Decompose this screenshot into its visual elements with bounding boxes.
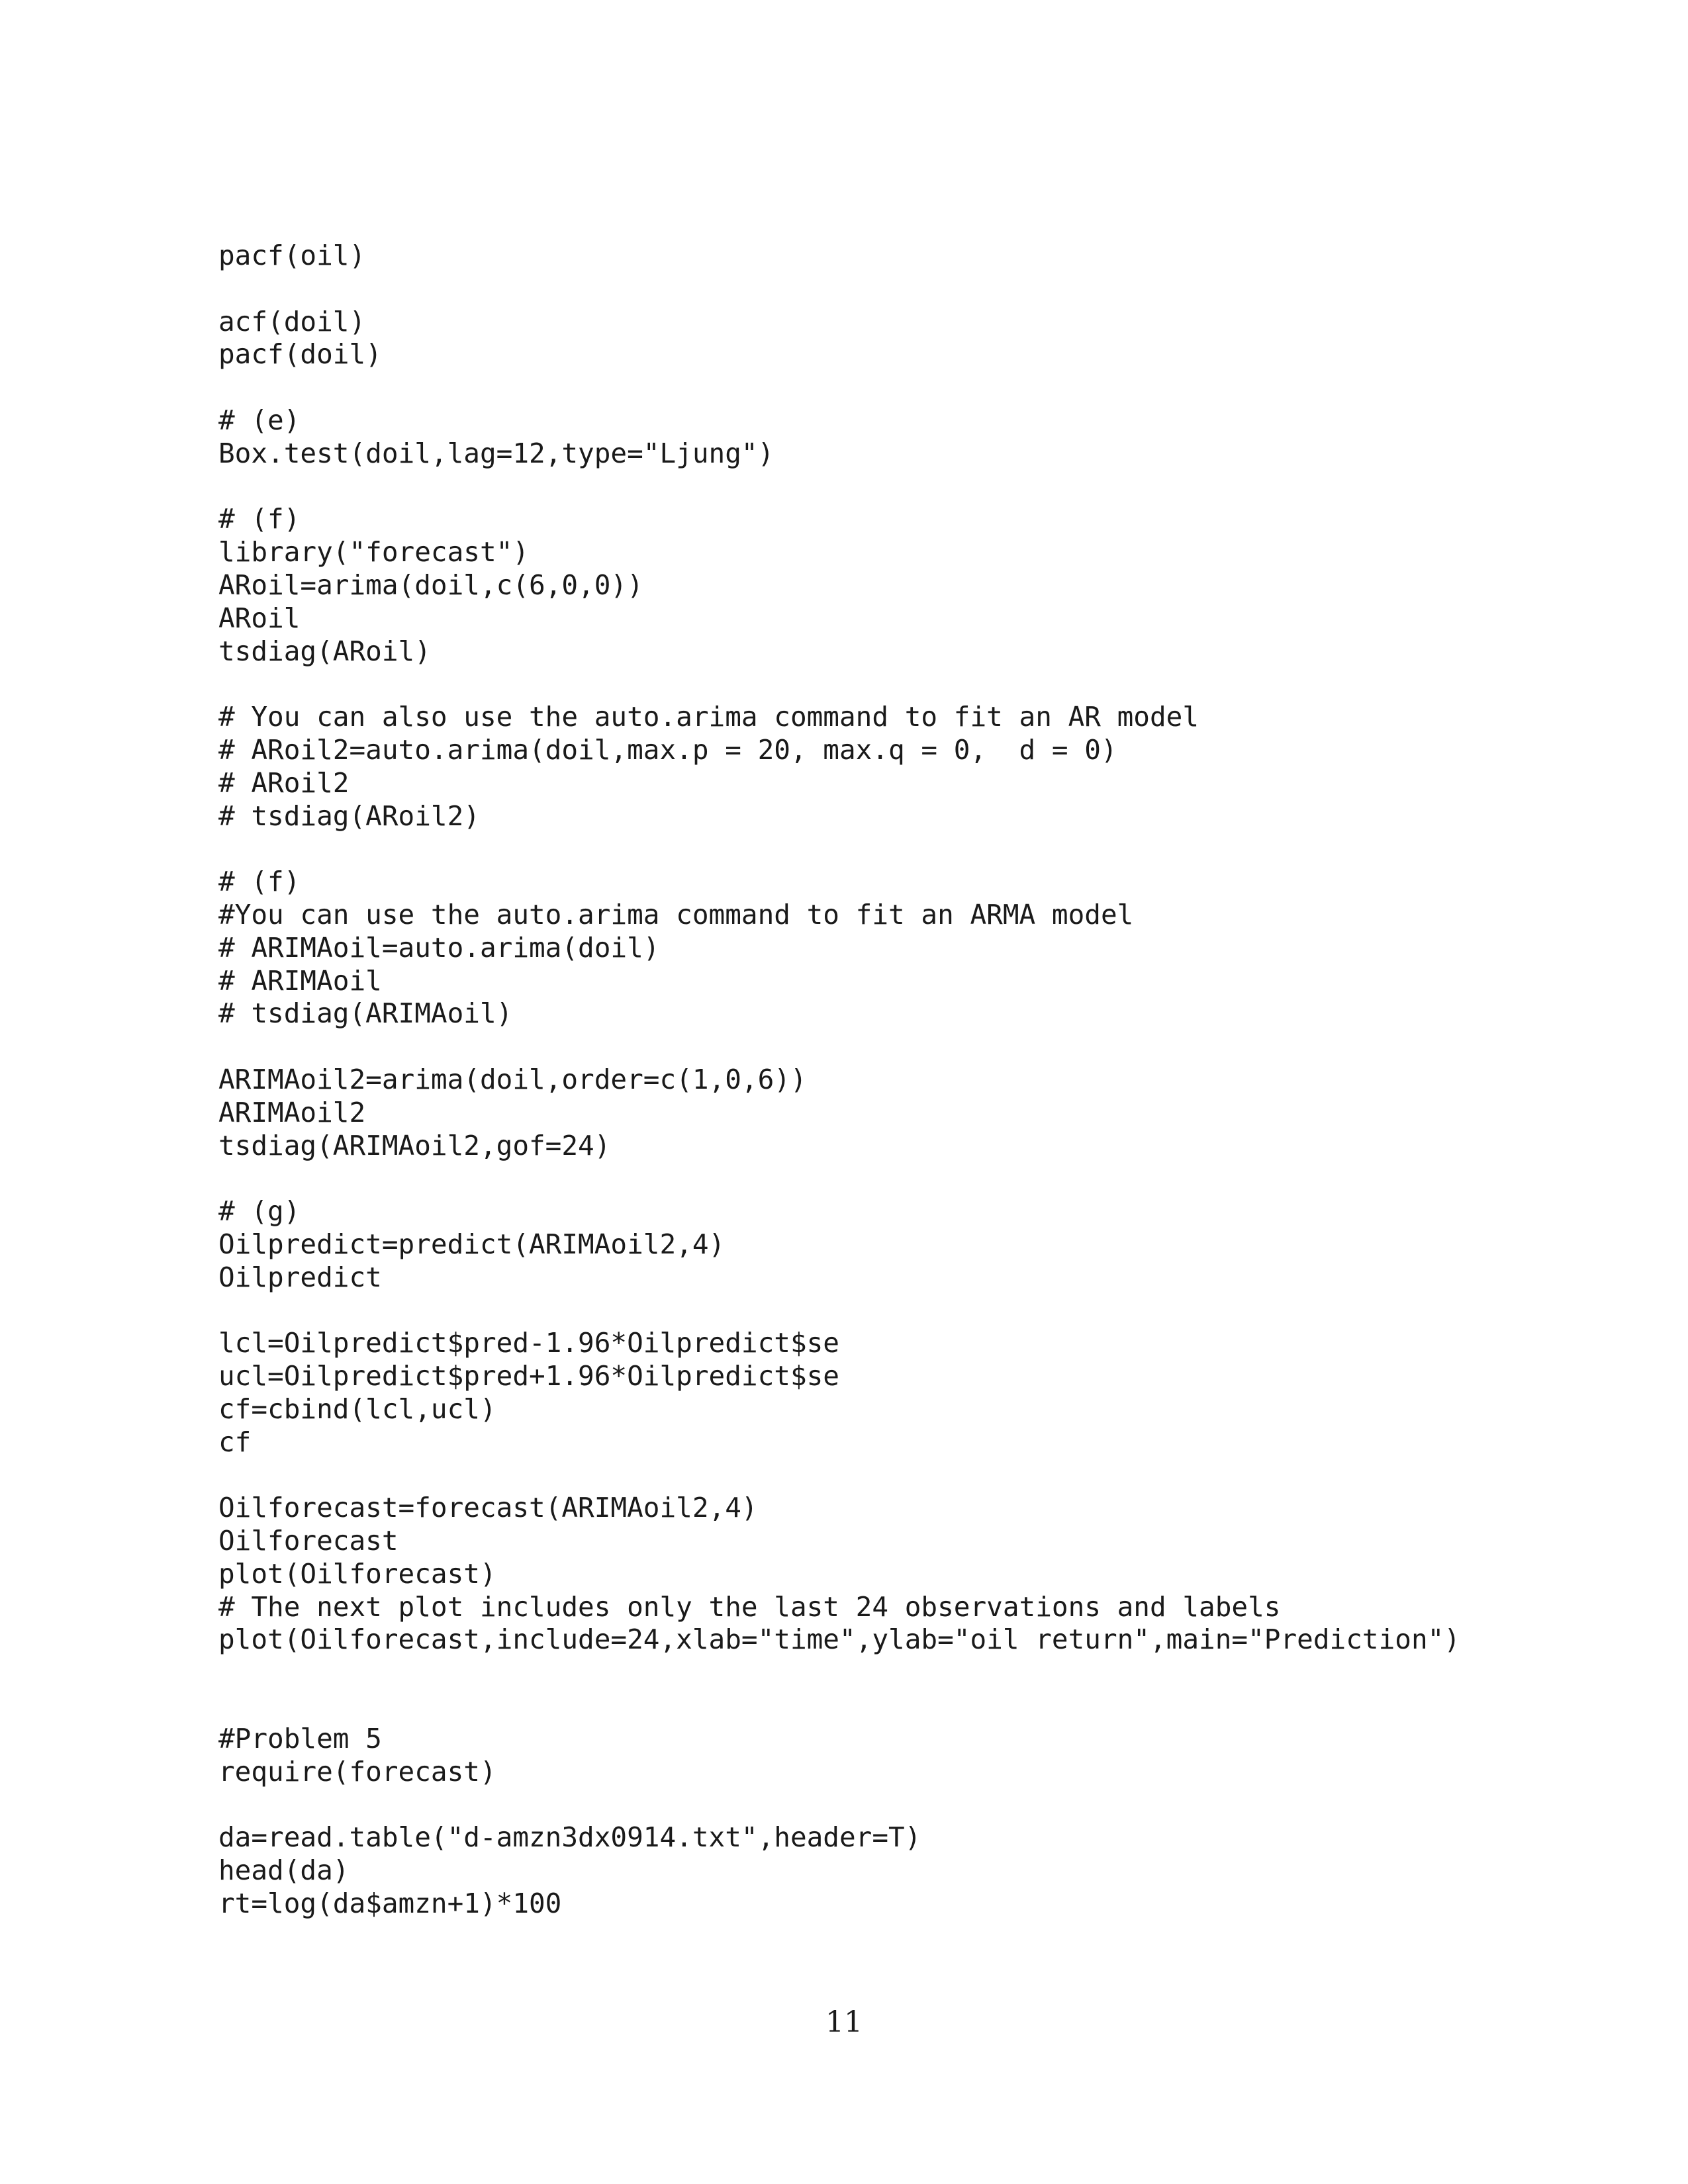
code-line: # (e) [218, 404, 301, 436]
code-line: plot(Oilforecast,include=24,xlab="time",ylab="oil return",main="Prediction") [218, 1623, 1460, 1656]
code-line: # (f) [218, 866, 301, 898]
code-line: #Problem 5 [218, 1722, 382, 1754]
code-line: rt=log(da$amzn+1)*100 [218, 1887, 562, 1919]
code-line: pacf(doil) [218, 338, 382, 371]
code-line: plot(Oilforecast) [218, 1557, 496, 1590]
code-line: Oilpredict=predict(ARIMAoil2,4) [218, 1228, 726, 1260]
code-line: # You can also use the auto.arima command to fit an AR model [218, 701, 1199, 733]
code-line: # ARoil2 [218, 766, 350, 799]
code-line: # tsdiag(ARIMAoil) [218, 997, 513, 1030]
code-line: pacf(oil) [218, 240, 366, 271]
code-line: ARIMAoil2 [218, 1096, 366, 1128]
blank-line [218, 371, 1542, 404]
code-line: Oilpredict [218, 1261, 382, 1293]
page-number: 11 [825, 2005, 863, 2039]
code-line: ARoil [218, 602, 301, 634]
blank-line [218, 273, 1542, 306]
code-line: # ARIMAoil [218, 964, 382, 997]
code-line: da=read.table("d-amzn3dx0914.txt",header=T) [218, 1821, 921, 1854]
code-line: # ARIMAoil=auto.arima(doil) [218, 931, 660, 964]
code-line: acf(doil) [218, 305, 366, 338]
code-line: library("forecast") [218, 536, 529, 569]
code-line: # (g) [218, 1195, 301, 1228]
code-line: Oilforecast [218, 1525, 399, 1557]
blank-line [218, 1690, 1542, 1723]
code-line: ARIMAoil2=arima(doil,order=c(1,0,6)) [218, 1063, 807, 1095]
code-line: Oilforecast=forecast(ARIMAoil2,4) [218, 1492, 758, 1524]
code-line: tsdiag(ARoil) [218, 635, 431, 667]
code-line: head(da) [218, 1854, 350, 1887]
blank-line [218, 668, 1542, 701]
code-line: # The next plot includes only the last 24 observations and labels [218, 1590, 1281, 1623]
code-line: ARoil=arima(doil,c(6,0,0)) [218, 569, 643, 601]
blank-line [218, 1295, 1542, 1328]
code-line: require(forecast) [218, 1755, 496, 1788]
code-line: Box.test(doil,lag=12,type="Ljung") [218, 437, 774, 469]
code-line: # ARoil2=auto.arima(doil,max.p = 20, max.q = 0, d = 0) [218, 733, 1117, 766]
blank-line [218, 1459, 1542, 1492]
code-line: tsdiag(ARIMAoil2,gof=24) [218, 1129, 611, 1161]
code-line: cf=cbind(lcl,ucl) [218, 1392, 496, 1425]
code-line: #You can use the auto.arima command to fit an ARMA model [218, 898, 1134, 931]
code-listing [218, 240, 1542, 1921]
code-line: # tsdiag(ARoil2) [218, 799, 480, 832]
blank-line [218, 1030, 1542, 1064]
code-line: cf [218, 1426, 252, 1458]
code-line: # (f) [218, 503, 301, 535]
blank-line [218, 1657, 1542, 1690]
blank-line [218, 471, 1542, 504]
blank-line [218, 1788, 1542, 1821]
code-line: lcl=Oilpredict$pred-1.96*Oilpredict$se [218, 1327, 839, 1359]
blank-line [218, 1162, 1542, 1195]
blank-line [218, 833, 1542, 866]
code-line: ucl=Oilpredict$pred+1.96*Oilpredict$se [218, 1360, 839, 1392]
